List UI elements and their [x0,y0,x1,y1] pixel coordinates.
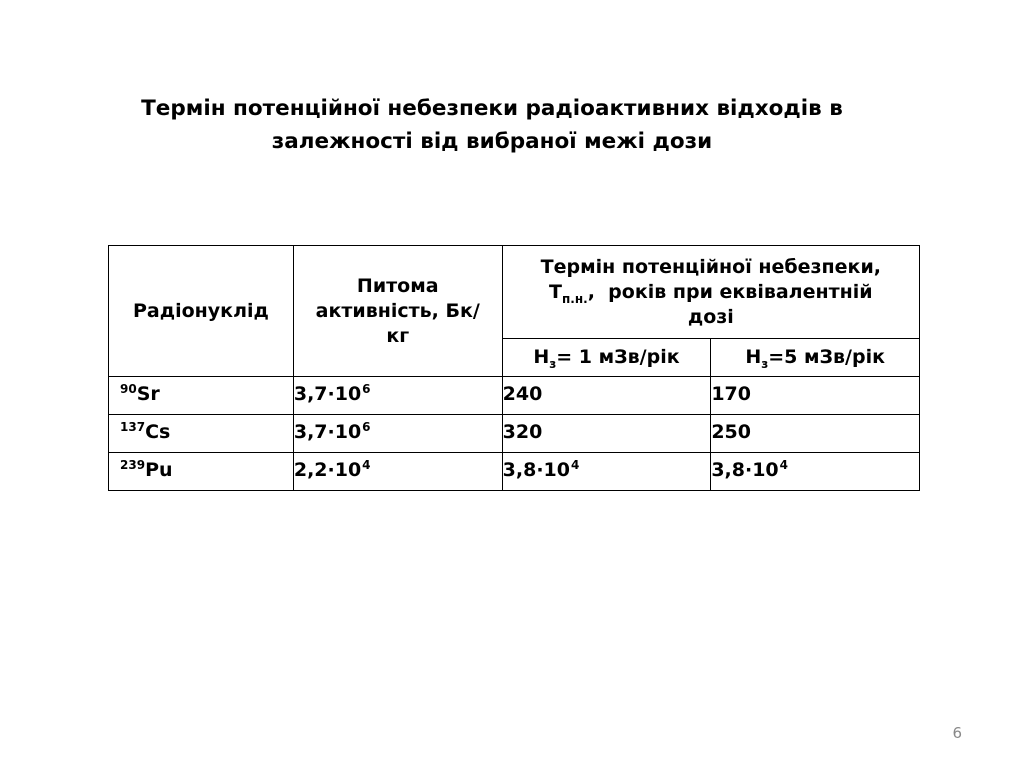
header-specific-activity [293,246,502,377]
slide-title-line-2: залежності від вибраної межі дози [271,129,713,154]
subheader-dose-5-subscript: з [761,357,769,371]
term-1msv-value: 240 [502,383,543,405]
term-1msv-value: 320 [502,421,543,443]
activity-exponent: 4 [362,458,371,472]
nuclide-cell [109,377,294,415]
subheader-dose-1-rest: = 1 мЗв/рік [556,346,680,368]
activity-mantissa: 3,7·10 [293,383,362,405]
activity-cell [293,415,502,453]
table-header-row [109,246,920,339]
term-5msv-cell [711,453,920,491]
mass-number: 90 [120,382,137,396]
element-symbol: Pu [145,459,173,481]
term-5msv-exponent: 4 [779,458,788,472]
subheader-dose-1-symbol: Н [533,346,550,368]
term-1msv-cell [502,377,711,415]
table-row [109,377,920,415]
header-hazard-term-part2: , років при еквівалентній дозі [587,280,880,328]
activity-mantissa: 3,7·10 [293,421,362,443]
subheader-dose-5-symbol: Н [745,346,762,368]
activity-mantissa: 2,2·10 [293,459,362,481]
header-hazard-term [502,246,919,339]
term-5msv-cell [711,415,920,453]
header-specific-activity-text: Питома активність, Бк/кг [315,274,480,347]
hazard-term-table [108,245,920,491]
term-5msv-cell [711,377,920,415]
table-row [109,415,920,453]
subheader-dose-5-rest: =5 мЗв/рік [768,346,885,368]
subheader-dose-1 [502,339,711,377]
element-symbol: Sr [136,383,160,405]
header-nuclide: Радіонуклід [109,246,294,377]
activity-exponent: 6 [362,420,371,434]
term-1msv-cell [502,415,711,453]
term-1msv-exponent: 4 [570,458,580,472]
page-number: 6 [952,724,962,742]
term-1msv-cell [502,453,711,491]
term-1msv-value: 3,8·10 [502,459,570,481]
header-hazard-term-part1: Термін потенційної небезпеки, Т [540,255,881,303]
term-5msv-value: 250 [711,421,751,443]
element-symbol: Cs [145,421,171,443]
activity-cell [293,377,502,415]
nuclide-cell [109,415,294,453]
slide-title [40,92,944,158]
slide-title-line-1: Термін потенційної небезпеки радіоактивних відходів в [141,96,843,121]
term-5msv-value: 170 [711,383,751,405]
subheader-dose-5 [711,339,920,377]
activity-exponent: 6 [362,382,371,396]
nuclide-cell [109,453,294,491]
mass-number: 239 [120,458,146,472]
table-row [109,453,920,491]
header-hazard-term-subscript: п.н. [562,291,588,306]
subheader-dose-1-subscript: з [549,357,557,371]
term-5msv-value: 3,8·10 [711,459,779,481]
mass-number: 137 [120,420,146,434]
activity-cell [293,453,502,491]
